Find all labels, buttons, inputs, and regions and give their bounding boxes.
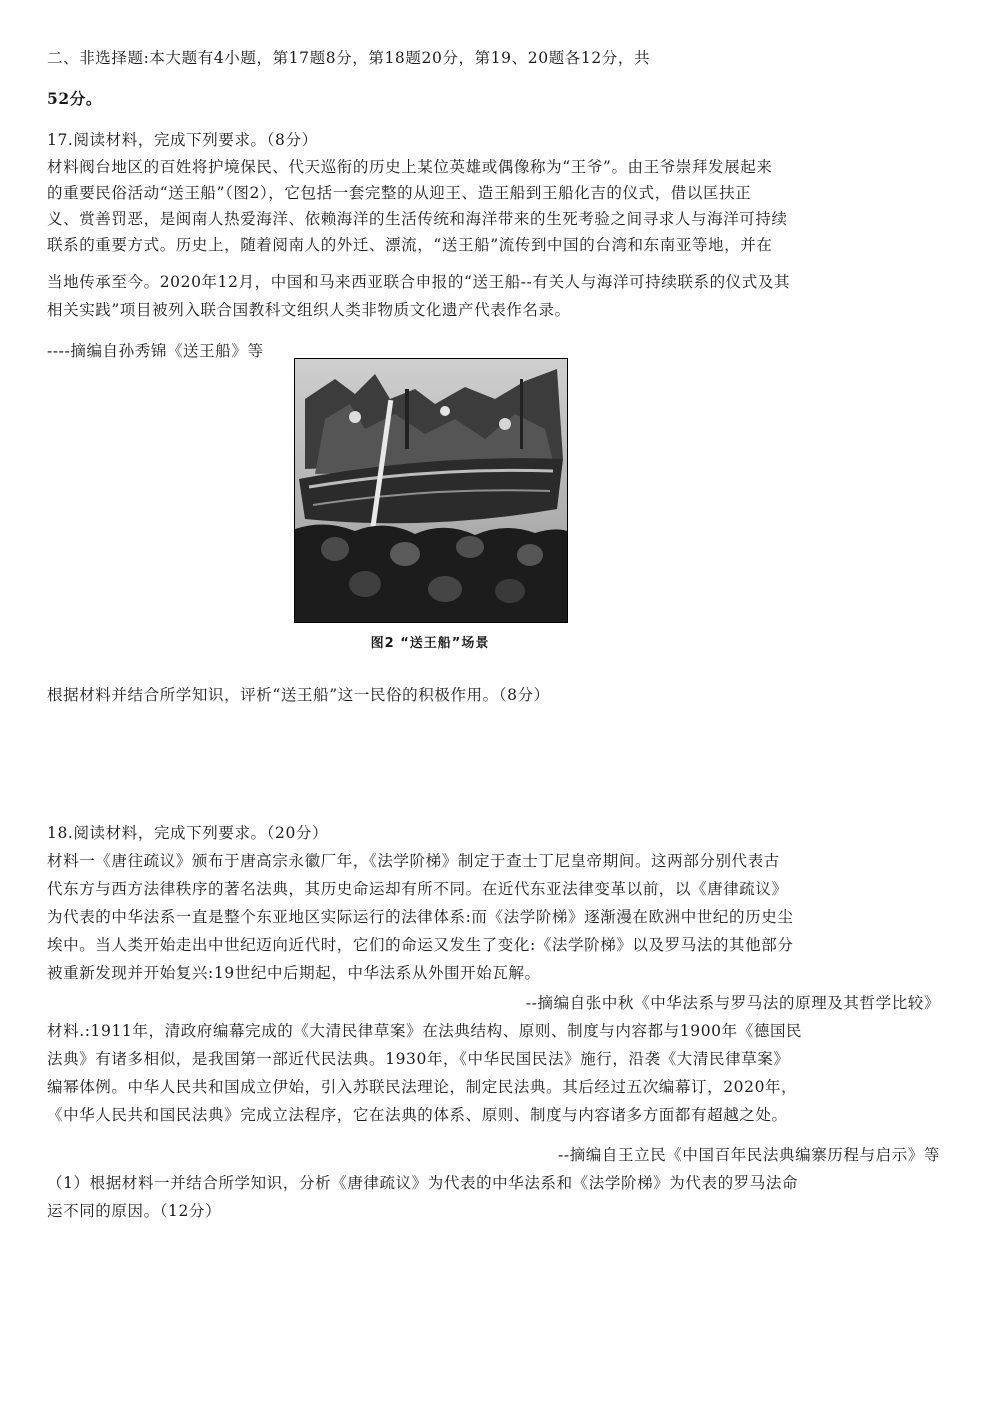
q18-material1-line: 被重新发现并开始复兴:19世纪中后期起，中华法系从外围开始瓦解。: [47, 964, 541, 982]
q18-material1-line: 材料一《唐往疏议》颁布于唐高宗永徽厂年，《法学阶梯》制定于查士丁尼皇帝期间。这两部分别代表古: [47, 852, 780, 870]
q18-material2-line: 法典》有诸多相似，是我国第一部近代民法典。1930年，《中华民国民法》施行，沿袭《大清民律草案》: [47, 1050, 790, 1068]
q18-material2-line: 材料.:1911年，清政府编幕完成的《大清民律草案》在法典结构、原则、制度与内容都与1900年《德国民: [47, 1022, 803, 1040]
q17-material-line: 联系的重要方式。历史上，随着阅南人的外迁、漂流，“送王船”流传到中国的台湾和东南亚等地，并在: [47, 236, 773, 254]
q17-material-line: 当地传承至今。2020年12月，中国和马来西亚联合申报的“送王船--有关人与海洋可持续联系的仪式及其: [47, 273, 791, 291]
figure-2-caption: 图2 “送王船”场景: [370, 636, 490, 651]
q18-material2-line: 编幂体例。中华人民共和国成立伊始，引入苏联民法理论，制定民法典。其后经过五次编幕订，2020年，: [47, 1078, 798, 1096]
figure-2-photo: [294, 358, 568, 623]
q18-material2-line: 《中华人民共和国民法典》完成立法程序，它在法典的体系、原则、制度与内容诸多方面都有超越之处。: [47, 1106, 788, 1124]
q18-question-1-line: 运不同的原因。（12分）: [47, 1202, 222, 1220]
q17-question: 根据材料并结合所学知识，评析“送王船”这一民俗的积极作用。（8分）: [47, 686, 550, 704]
q18-material1-line: 埃中。当人类开始走出中世纪迈向近代时，它们的命运又发生了变化:《法学阶梯》以及罗马法的其他部分: [47, 936, 794, 954]
q17-heading: 17.阅读材料，完成下列要求。（8分）: [47, 131, 318, 149]
q17-source: ----摘编自孙秀锦《送王船》等: [47, 342, 264, 360]
q17-material-line: 的重要民俗活动“送王船”（图2），它包括一套完整的从迎王、造王船到王船化吉的仪式，借以匡扶正: [47, 184, 752, 202]
q18-question-1-line: （1）根据材料一并结合所学知识，分析《唐律疏议》为代表的中华法系和《法学阶梯》为代表的罗马法命: [47, 1174, 799, 1192]
section-header-line-1: 二、非选择题:本大题有4小题，第17题8分，第18题20分，第19、20题各12分，共: [47, 49, 651, 67]
q18-heading: 18.阅读材料，完成下列要求。（20分）: [47, 824, 329, 842]
section-header-line-2: 52分。: [47, 89, 102, 108]
q17-material-line: 材料阀台地区的百姓将护境保民、代天巡衔的历史上某位英雄或偶像称为“王爷”。由王爷崇拜发展起来: [47, 158, 773, 176]
q17-material-line: 义、赏善罚恶，是闽南人热爱海洋、依赖海洋的生活传统和海洋带来的生死考验之间寻求人与海洋可持续: [47, 210, 788, 228]
q18-source-1: --摘编自张中秋《中华法系与罗马法的原理及其哲学比较》: [525, 994, 940, 1012]
q18-material1-line: 代东方与西方法律秩序的著名法典，其历史命运却有所不同。在近代东亚法律变革以前，以《唐律疏议》: [47, 880, 788, 898]
q18-material1-line: 为代表的中华法系一直是整个东亚地区实际运行的法律体系:而《法学阶梯》逐渐漫在欧洲中世纪的历史尘: [47, 908, 794, 926]
q18-source-2: --摘编自王立民《中国百年民法典编寨历程与启示》等: [558, 1146, 940, 1164]
q17-material-line: 相关实践”项目被列入联合国教科文组织人类非物质文化遗产代表作名录。: [47, 301, 571, 319]
